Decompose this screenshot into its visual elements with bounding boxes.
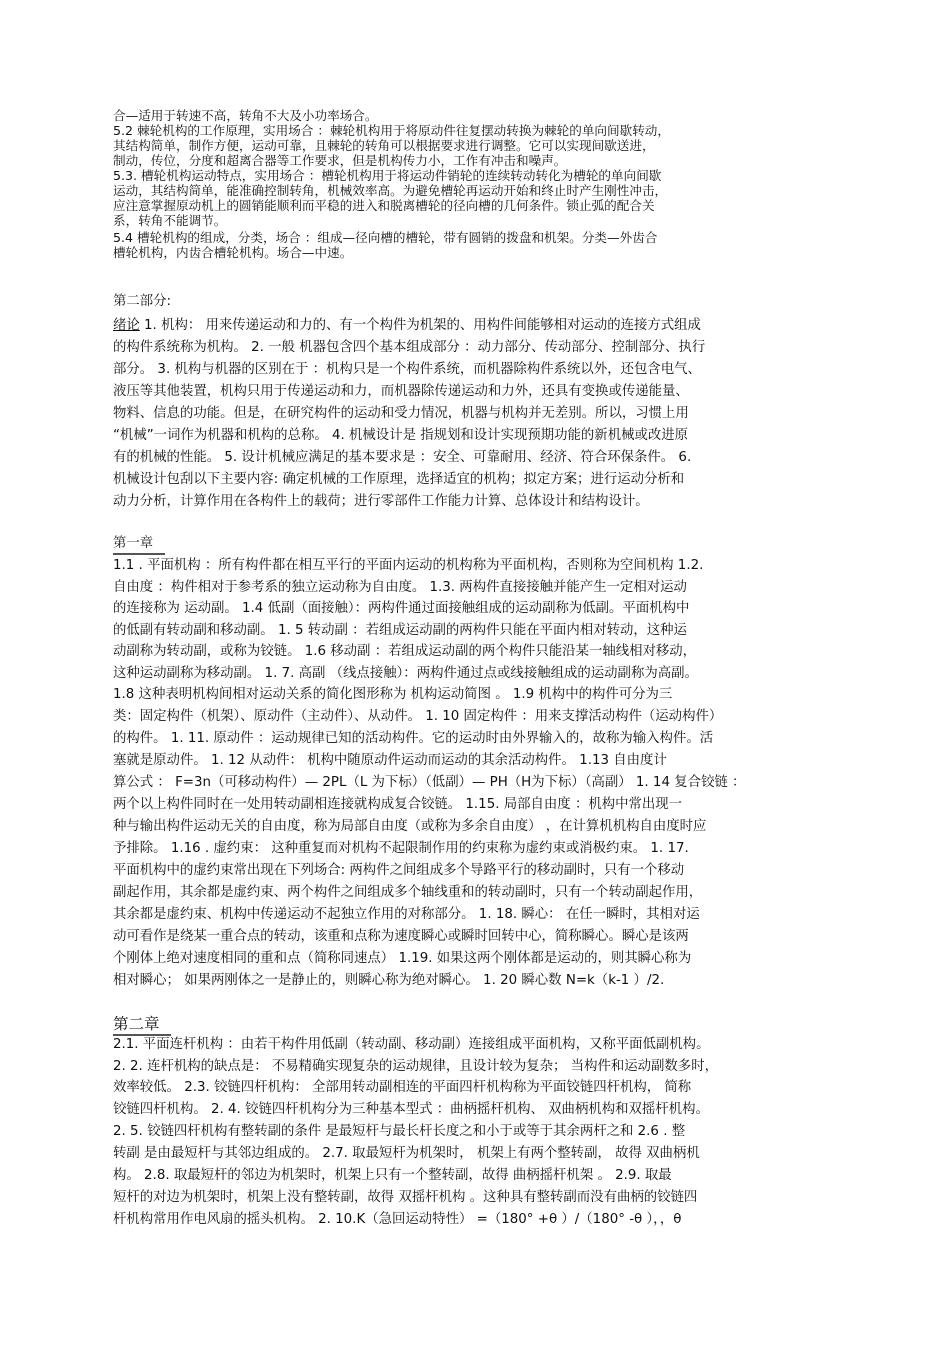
text-line: 自由度 ：构件相对于参考系的独立运动称为自由度。 1.3. 两构件直接接触并能产生一定相对运动 — [113, 580, 687, 595]
intro-label: 绪论 — [113, 318, 140, 333]
text-line: 系，转角不能调节。 — [113, 213, 227, 228]
text-line: 有的机械的性能。 5. 设计机械应满足的基本要求是 ：安全、可靠耐用、经济、符合环保条件。 6. — [113, 450, 692, 465]
text-line: 类：固定构件（机架）、原动件（主动件）、从动件。 1. 10 固定构件 ：用来支撑活动构件（运动构件） — [113, 709, 723, 724]
text-line: 副起作用，其余都是虚约束、两个构件之间组成多个轴线重和的转动副时，只有一个转动副起作用， — [113, 885, 703, 900]
text-line: 效率较低。 2.3. 铰链四杆机构： 全部用转动副相连的平面四杆机构称为平面铰链四杆机构， 简称 — [113, 1080, 692, 1095]
text-line: 部分。 3. 机构与机器的区别在于 ：机构只是一个构件系统，而机器除构件系统以外，还包含电气、 — [113, 362, 701, 377]
text-line: 机械设计包刮以下主要内容: 确定机械的工作原理，选择适宜的机构；拟定方案；进行运动分析和 — [113, 472, 685, 487]
text-line: 塞就是原动件。 1. 12 从动件： 机构中随原动件运动而运动的其余活动构件。 1.13 自由度计 — [113, 753, 667, 768]
text-line: “机械”一词作为机器和机构的总称。 4. 机械设计是 指规划和设计实现预期功能的新机械或改进原 — [113, 428, 689, 443]
text-line: 5.2 棘轮机构的工作原理，实用场合 ：棘轮机构用于将原动件往复摆动转换为棘轮的单向间歇转动， — [113, 123, 670, 138]
text-line: 短杆的对边为机架时，机架上没有整转副，故得 双摇杆机构 。这种具有整转副而没有曲柄的铰链四 — [113, 1190, 698, 1205]
text-line: 其结构简单，制作方便，运动可靠，且棘轮的转角可以根据要求进行调整。它可以实现间歇送进， — [113, 138, 655, 153]
text-line: 动可看作是绕某一重合点的转动，该重和点称为速度瞬心或瞬时回转中心，简称瞬心。瞬心是该两 — [113, 929, 689, 944]
chapter-heading: 第二章 — [113, 1015, 160, 1033]
text-line: 物料、信息的功能。但是，在研究构件的运动和受力情况，机器与机构并无差别。所以，习惯上用 — [113, 406, 689, 421]
text-line — [113, 317, 843, 335]
text-line: 槽轮机构，内齿合槽轮机构。场合—中速。 — [113, 245, 353, 260]
text-line: 2.1. 平面连杆机构 ：由若干构件用低副（转动副、移动副）连接组成平面机构，又称平面低副机构。 — [113, 1037, 710, 1052]
text-line: 相对瞬心； 如果两刚体之一是静止的，则瞬心称为绝对瞬心。 1. 20 瞬心数 N=k（k-1 ）/2. — [113, 973, 665, 988]
text-line: 予排除。 1.16 . 虚约束： 这种重复而对机构不起限制作用的约束称为虚约束或消极约束。 1. 17. — [113, 841, 689, 856]
text-line: 算公式 ： F=3n（可移动构件）— 2PL（L 为下标）（低副）— PH（H为下标）（高副） 1. 14 复合铰链 ： — [113, 775, 746, 790]
text-line: 的构件系统称为机构。 2. 一般 机器包含四个基本组成部分 ：动力部分、传动部分、控制部分、执行 — [113, 340, 706, 355]
text-line: 这种运动副称为移动副。 1. 7. 高副 （线点接触）：两构件通过点或线接触组成的运动副称为高副。 — [113, 666, 698, 681]
text-line: 动力分析，计算作用在各构件上的载荷；进行零部件工作能力计算、总体设计和结构设计。 — [113, 494, 649, 509]
text-line: 5.4 槽轮机构的组成，分类，场合 ：组成—径向槽的槽轮，带有圆销的拨盘和机架。分类—外齿合 — [113, 230, 658, 245]
text-line: 个刚体上绝对速度相同的重和点（简称同速点） 1.19. 如果这两个刚体都是运动的，则其瞬心称为 — [113, 951, 692, 966]
text-line: 合—适用于转速不高，转角不大及小功率场合。 — [113, 108, 378, 123]
text-line: 构。 2.8. 取最短杆的邻边为机架时，机架上只有一个整转副，故得 曲柄摇杆机架 。 2.9. 取最 — [113, 1168, 672, 1183]
text-line: 液压等其他装置，机构只用于传递运动和力，而机器除传递运动和力外，还具有变换或传递能量、 — [113, 384, 689, 399]
text-line: 的构件。 1. 11. 原动件 ：运动规律已知的活动构件。它的运动时由外界输入的，故称为输入构件。活 — [113, 731, 714, 746]
text-line: 动副称为转动副，或称为铰链。 1.6 移动副 ：若组成运动副的两个构件只能沿某一轴线相对移动， — [113, 644, 697, 659]
text-line: 1.1 . 平面机构 ：所有构件都在相互平行的平面内运动的机构称为平面机构，否则称为空间机构 1.2. — [113, 558, 704, 573]
text-line: 两个以上构件同时在一处用转动副相连接就构成复合铰链。 1.15. 局部自由度 ：机构中常出现一 — [113, 797, 683, 812]
text-line: 应注意掌握原动机上的圆销能顺利而平稳的进入和脱离槽轮的径向槽的几何条件。锁止弧的配合关 — [113, 198, 655, 213]
text-line: 2. 5. 铰链四杆机构有整转副的条件 是最短杆与最长杆长度之和小于或等于其余两杆之和 2.6 . 整 — [113, 1124, 686, 1139]
text-line: 转副 是由最短杆与其邻边组成的。 2.7. 取最短杆为机架时， 机架上有两个整转副， 故得 双曲柄机 — [113, 1146, 700, 1161]
intro-text: 1. 机构： 用来传递运动和力的、有一个构件为机架的、用构件间能够相对运动的连接方式组成 — [139, 318, 701, 333]
chapter-heading: 第一章 — [113, 536, 154, 551]
text-line: 5.3. 槽轮机构运动特点，实用场合 ：槽轮机构用于将运动件销轮的连续转动转化为槽轮的单向间歇 — [113, 168, 662, 183]
text-line: 制动，传位，分度和超离合器等工作要求，但是机构传力小，工作有冲击和噪声。 — [113, 153, 567, 168]
text-line: 1.8 这种表明机构间相对运动关系的简化图形称为 机构运动简图 。 1.9 机构中的构件可分为三 — [113, 687, 673, 702]
text-line: 运动，其结构简单，能准确控制转角，机械效率高。为避免槽轮再运动开始和终止时产生刚性冲击， — [113, 183, 668, 198]
text-line: 杆机构常用作电风扇的摇头机构。 2. 10.K（急回运动特性） =（180° +θ ）/（180° -θ ），，θ — [113, 1212, 682, 1227]
text-line: 平面机构中的虚约束常出现在下列场合: 两构件之间组成多个导路平行的移动副时，只有一个移动 — [113, 863, 685, 878]
text-line: 种与输出构件运动无关的自由度，称为局部自由度（或称为多余自由度） ，在计算机机构自由度时应 — [113, 819, 707, 834]
text-line: 2. 2. 连杆机构的缺点是： 不易精确实现复杂的运动规律，且设计较为复杂； 当构件和运动副数多时， — [113, 1059, 718, 1074]
section-heading: 第二部分: — [113, 294, 172, 309]
text-line: 铰链四杆机构。 2. 4. 铰链四杆机构分为三种基本型式 ：曲柄摇杆机构、 双曲柄机构和双摇杆机构。 — [113, 1102, 709, 1117]
text-line: 其余都是虚约束、机构中传递运动不起独立作用的对称部分。 1. 18. 瞬心： 在任一瞬时，其相对运 — [113, 907, 700, 922]
text-line: 的低副有转动副和移动副。 1. 5 转动副 ：若组成运动副的两构件只能在平面内相对转动，这种运 — [113, 623, 687, 638]
heading-underline — [113, 553, 165, 555]
text-line: 的连接称为 运动副。 1.4 低副（面接触）：两构件通过面接触组成的运动副称为低副。平面机构中 — [113, 601, 690, 616]
